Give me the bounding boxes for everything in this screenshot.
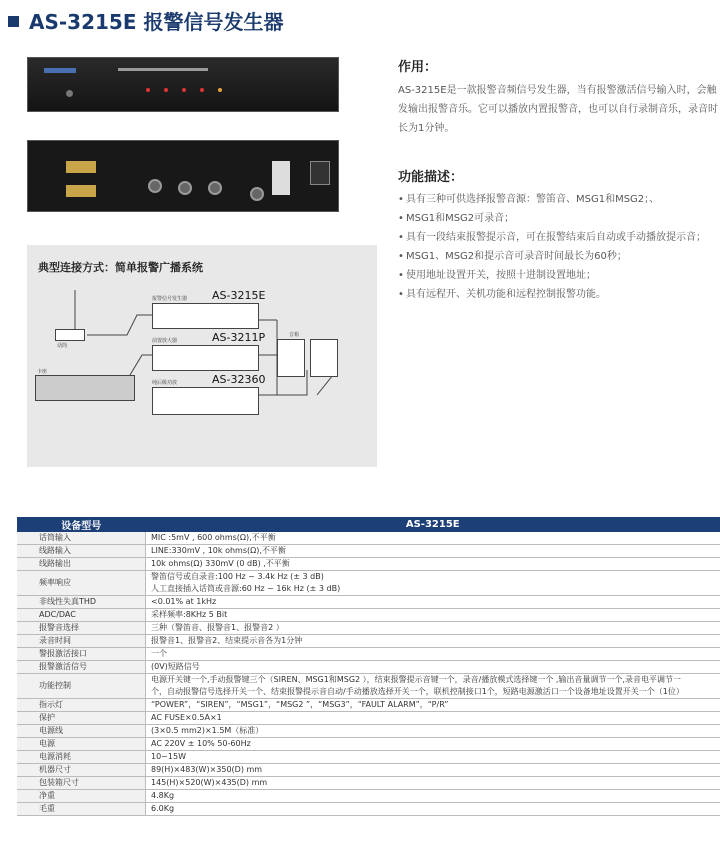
spec-value-line: 一个 [151,649,167,658]
spec-key: 净重 [17,790,146,803]
front-panel-label [118,68,208,71]
spec-value-line: 个，自动报警信号选择开关一个、结束报警提示音自动/手动播放选择开关一个，联机控制接口1个，短路电源激活口一个设备地址设置开关一个（1位） [151,687,684,696]
spec-value-line: 警笛信号或自录音:100 Hz ~ 3.4k Hz (± 3 dB) [151,572,324,581]
spec-value [146,699,720,712]
spec-value [146,661,720,674]
spec-value [146,764,720,777]
spec-value-line: AC FUSE×0.5A×1 [151,713,222,722]
page-title-text: AS-3215E 报警信号发生器 [29,10,284,34]
diagram-label-preamp: AS-3211P [212,331,266,344]
xlr-jack-icon [178,181,192,195]
spec-key: 电源线 [17,725,146,738]
small-label: 报警信号发生器 [152,296,188,302]
spec-key: 线路输出 [17,558,146,571]
spec-header-value: AS-3215E [146,517,720,532]
spec-value-line: 10k ohms(Ω) 330mV (0 dB) ,不平衡 [151,559,290,568]
diagram-label-amp: AS-32360 [212,373,266,386]
diagram-label-alarm: AS-3215E [212,289,266,302]
table-row [17,699,720,712]
spec-value [146,648,720,661]
spec-key: 话筒输入 [17,532,146,545]
spec-value [146,712,720,725]
microphone-base [55,329,85,341]
spec-value [146,777,720,790]
small-label: 话筒 [57,343,68,349]
small-label: 卡座 [37,369,48,375]
feature-list [398,190,720,304]
feature-item: • 使用地址设置开关，按照十进制设置地址； [398,266,720,285]
led-indicator [182,88,186,92]
spec-key: 功能控制 [17,674,146,699]
brand-logo-mark [44,68,76,73]
cassette-deck [35,375,135,401]
spec-key: 指示灯 [17,699,146,712]
spec-value [146,674,720,699]
spec-value-line: 89(H)×483(W)×350(D) mm [151,765,263,774]
spec-value [146,635,720,648]
spec-value [146,622,720,635]
spec-value-line: (0V)短路信号 [151,662,200,671]
square-bullet-icon [8,16,19,27]
led-indicator [218,88,222,92]
table-row [17,532,720,545]
rca-jack-icon [148,179,162,193]
spec-key: 包装箱尺寸 [17,777,146,790]
spec-value-line: 电源开关键一个,手动报警键三个（SIREN、MSG1和MSG2 ），结束报警提示音键一个，录音/播放模式选择键一个 ,输出音量调节一个,录音电平调节一 [151,675,681,684]
table-row [17,622,720,635]
spec-value-line: 三种（警笛音、报警音1、报警音2 ） [151,623,284,632]
spec-key: 保护 [17,712,146,725]
spec-key: 警报激活接口 [17,648,146,661]
spec-key: 毛重 [17,803,146,816]
spec-key: 报警激活信号 [17,661,146,674]
device-back-photo [27,140,339,212]
table-row [17,545,720,558]
spec-key: 录音时间 [17,635,146,648]
led-indicator [200,88,204,92]
spec-key: 线路输入 [17,545,146,558]
functions-heading: 功能描述： [398,170,464,185]
spec-key: 频率响应 [17,571,146,596]
spec-value [146,725,720,738]
preamplifier-unit [152,345,259,371]
spec-value-line: LINE:330mV , 10k ohms(Ω),不平衡 [151,546,286,555]
spec-value [146,609,720,622]
spec-value-line: 人工直接插入话筒或音源:60 Hz ~ 16k Hz (± 3 dB) [151,584,341,593]
table-row [17,803,720,816]
spec-table [17,517,720,816]
table-row [17,609,720,622]
spec-value-line: 报警音1、报警音2、结束提示音各为1分钟 [151,636,303,645]
feature-item: • MSG1和MSG2可录音； [398,209,720,228]
spec-value [146,738,720,751]
spec-value [146,596,720,609]
table-row [17,596,720,609]
spec-value [146,545,720,558]
small-label: 前置放大器 [152,338,178,344]
table-row [17,751,720,764]
usage-heading: 作用： [398,60,438,75]
spec-value-line: 145(H)×520(W)×435(D) mm [151,778,268,787]
device-front-photo [27,57,339,112]
table-row [17,558,720,571]
connection-diagram [27,245,377,467]
spec-value [146,571,720,596]
table-row [17,674,720,699]
table-row [17,661,720,674]
table-row [17,725,720,738]
spec-table-body [17,532,720,816]
table-row [17,777,720,790]
feature-item: • MSG1、MSG2和提示音可录音时间最长为60秒； [398,247,720,266]
rca-jack-icon [250,187,264,201]
small-label: 音箱 [289,332,300,338]
small-label: 纯后级功放 [152,380,178,386]
xlr-jack-icon [208,181,222,195]
spec-value-line: (3×0.5 mm2)×1.5M（标准） [151,726,264,735]
table-row [17,635,720,648]
terminal-block [66,185,96,197]
table-row [17,790,720,803]
table-row [17,712,720,725]
spec-key: ADC/DAC [17,609,146,622]
ac-inlet-icon [310,161,330,185]
spec-value [146,790,720,803]
page-title [8,6,283,35]
terminal-block [66,161,96,173]
spec-value [146,558,720,571]
feature-item: • 具有远程开、关机功能和远程控制报警功能。 [398,285,720,304]
spec-value-line: 4.8Kg [151,791,175,800]
speaker-right-icon [310,339,338,377]
spec-key: 机器尺寸 [17,764,146,777]
table-row [17,738,720,751]
spec-header-key: 设备型号 [17,517,146,532]
spec-value-line: MIC :5mV , 600 ohms(Ω),不平衡 [151,533,276,542]
spec-value [146,532,720,545]
table-row [17,764,720,777]
spec-value [146,803,720,816]
usage-text: AS-3215E是一款报警音频信号发生器，当有报警激活信号输入时，会触发输出报警音乐。它可以播放内置报警音，也可以自行录制音乐，录音时长为1分钟。 [398,85,718,134]
spec-value-line: 采样频率:8KHz 5 Bit [151,610,228,619]
spec-key: 电源消耗 [17,751,146,764]
spec-value-line: 6.0Kg [151,804,175,813]
warning-label-plate [272,161,290,195]
speaker-left-icon [277,339,305,377]
power-button-icon [66,90,73,97]
alarm-generator-unit [152,303,259,329]
spec-value-line: <0.01% at 1kHz [151,597,217,606]
led-indicator [164,88,168,92]
spec-value [146,751,720,764]
spec-header-row [17,517,720,532]
spec-key: 非线性失真THD [17,596,146,609]
feature-item: • 具有一段结束报警提示音，可在报警结束后自动或手动播放提示音； [398,228,720,247]
led-indicator [146,88,150,92]
spec-value-line: AC 220V ± 10% 50-60Hz [151,739,251,748]
table-row [17,648,720,661]
diagram-title: 典型连接方式：简单报警广播系统 [38,261,203,274]
spec-value-line: “POWER”，“SIREN”，“MSG1”，“MSG2 ”，“MSG3”，“FAULT ALARM”，“P/R” [151,700,449,709]
spec-key: 电源 [17,738,146,751]
table-row [17,571,720,596]
spec-value-line: 10~15W [151,752,186,761]
power-amplifier-unit [152,387,259,415]
feature-item: • 具有三种可供选择报警音源：警笛音、MSG1和MSG2；、 [398,190,720,209]
spec-key: 报警音选择 [17,622,146,635]
